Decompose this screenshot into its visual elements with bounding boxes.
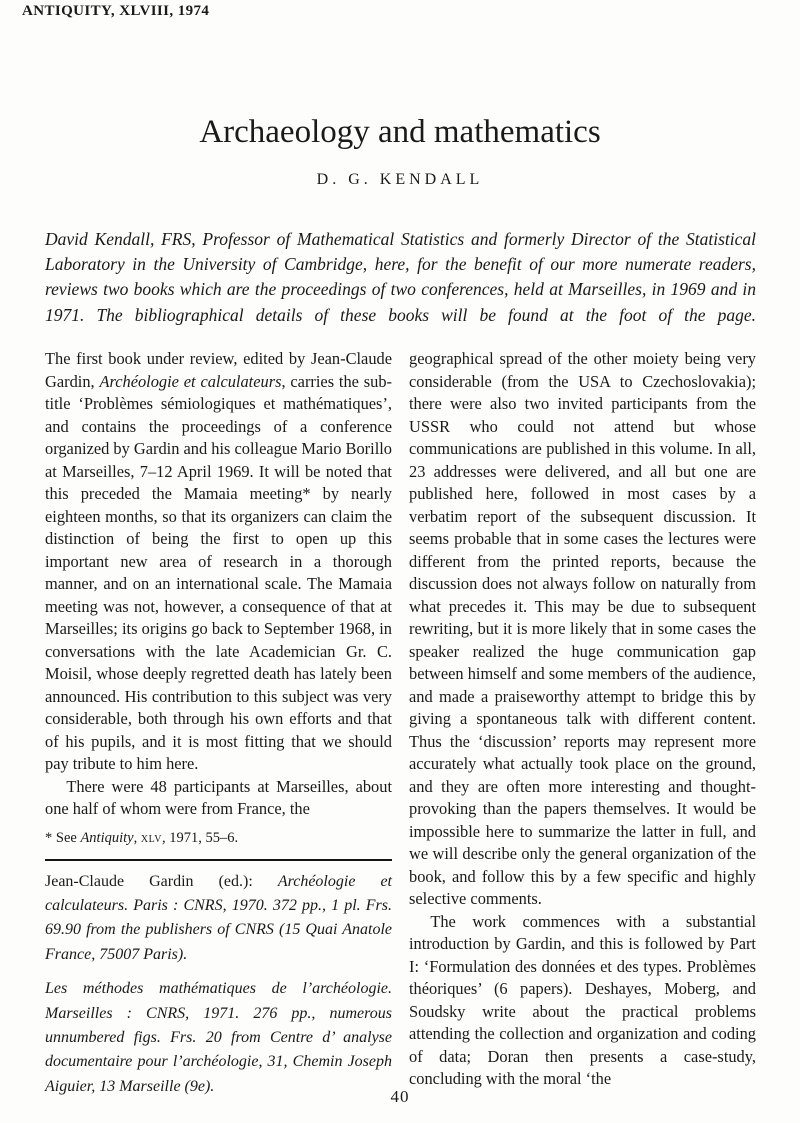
paragraph-text: The first book under review, edited by Jean-Claude Gardin, [45, 349, 392, 391]
article-title: Archaeology and mathematics [199, 114, 601, 150]
body-paragraph-3: geographical spread of the other moiety being very considerable (from the USA to Czechoslovakia); there were also two invited participants from the USSR who could not attend but whose communications are published in this volume. In all, 23 addresses were delivered, and all but one are published here, followed in most cases by a verbatim report of the subsequent discussion. It seems probable that in some cases the lectures were different from the printed reports, because the discussion does not always follow on naturally from what precedes it. This may be due to subsequent rewriting, but it is more likely that in some cases the speaker realized the huge communication gap between himself and some members of the audience, and made a praiseworthy attempt to bridge this by giving a spontaneous talk with different content. Thus the ‘discussion’ reports may represent more accurately what actually took place on the ground, and they are often more interesting and thought-provoking than the papers themselves. It would be impossible here to summarize the latter in full, and we will describe only the general organization of the book, and follow this by a few specific and highly selective comments. [409, 349, 756, 908]
footnote-text: * See [45, 829, 81, 846]
journal-name-italic: Antiquity [80, 829, 134, 846]
footnote-text: , [133, 829, 141, 846]
footnote-rule [45, 859, 392, 861]
body-paragraph-1 [45, 348, 392, 776]
left-column [45, 348, 392, 1109]
right-column [409, 348, 756, 1109]
page-number: 40 [390, 1087, 410, 1106]
volume-numeral-smallcaps: xlv [140, 829, 162, 846]
bibliography-entry-2 [45, 977, 392, 1099]
bib-details-italic: Archéologie et calculateurs. Paris : CNRS, 1970. 372 pp., 1 pl. Frs. 69.90 from the publishers of CNRS (15 Quai Anatole France, 75007 Paris). [45, 872, 392, 963]
body-paragraph-2: There were 48 participants at Marseilles, about one half of whom were from France, the [45, 776, 392, 818]
footnote-text: , 1971, 55–6. [162, 829, 239, 846]
article-abstract: David Kendall, FRS, Professor of Mathematical Statistics and formerly Director of the Statistical Laboratory in the University of Cambridge, here, for the benefit of our more numerate readers, reviews two books which are the proceedings of two conferences, held at Marseilles, in 1969 and in 1971. The bibliographical details of these books will be found at the foot of the page. [45, 229, 756, 325]
body-paragraph-4: The work commences with a substantial introduction by Gardin, and this is followed by Part I: ‘Formulation des données et des types. Problèmes théoriques’ (6 papers). Deshayes, Moberg, and Soudsky write about the practical problems attending the collection and organization and coding of data; Doran then presents a case-study, concluding with the moral ‘the [409, 911, 756, 1088]
bibliography-entry-1 [45, 870, 392, 968]
bib-details-italic: Les méthodes mathématiques de l’archéologie. Marseilles : CNRS, 1971. 276 pp., numerous unnumbered figs. Frs. 20 from Centre d’ analyse documentaire pour l’archéologie, 31, Chemin Joseph Aiguier, 13 Marseille (9e). [45, 980, 392, 1095]
book-title-italic: Archéologie et calculateurs [99, 371, 282, 391]
paragraph-text: , carries the sub-title ‘Problèmes sémiologiques et mathématiques’, and contains the proceedings of a conference organized by Gardin and his colleague Mario Borillo at Marseilles, 7–12 April 1969. It will be noted that this preceded the Mamaia meeting* by nearly eighteen months, so that its organizers can claim the distinction of being the first to open up this important new area of research in a thorough manner, and on an international scale. The Mamaia meeting was not, however, a consequence of that at Marseilles; its origins go back to September 1968, in conversations with the late Academician Gr. C. Moisil, whose deeply regretted death has lately been announced. His contribution to this subject was very considerable, both through his own efforts and that of his pupils, and it is most fitting that we should pay tribute to him here. [45, 371, 392, 773]
two-column-body [45, 348, 756, 1109]
article-author: D. G. KENDALL [316, 171, 484, 188]
footnote [45, 828, 392, 848]
bib-editor-roman: Jean-Claude Gardin (ed.): [45, 872, 278, 890]
running-head: ANTIQUITY, XLVIII, 1974 [22, 3, 210, 19]
